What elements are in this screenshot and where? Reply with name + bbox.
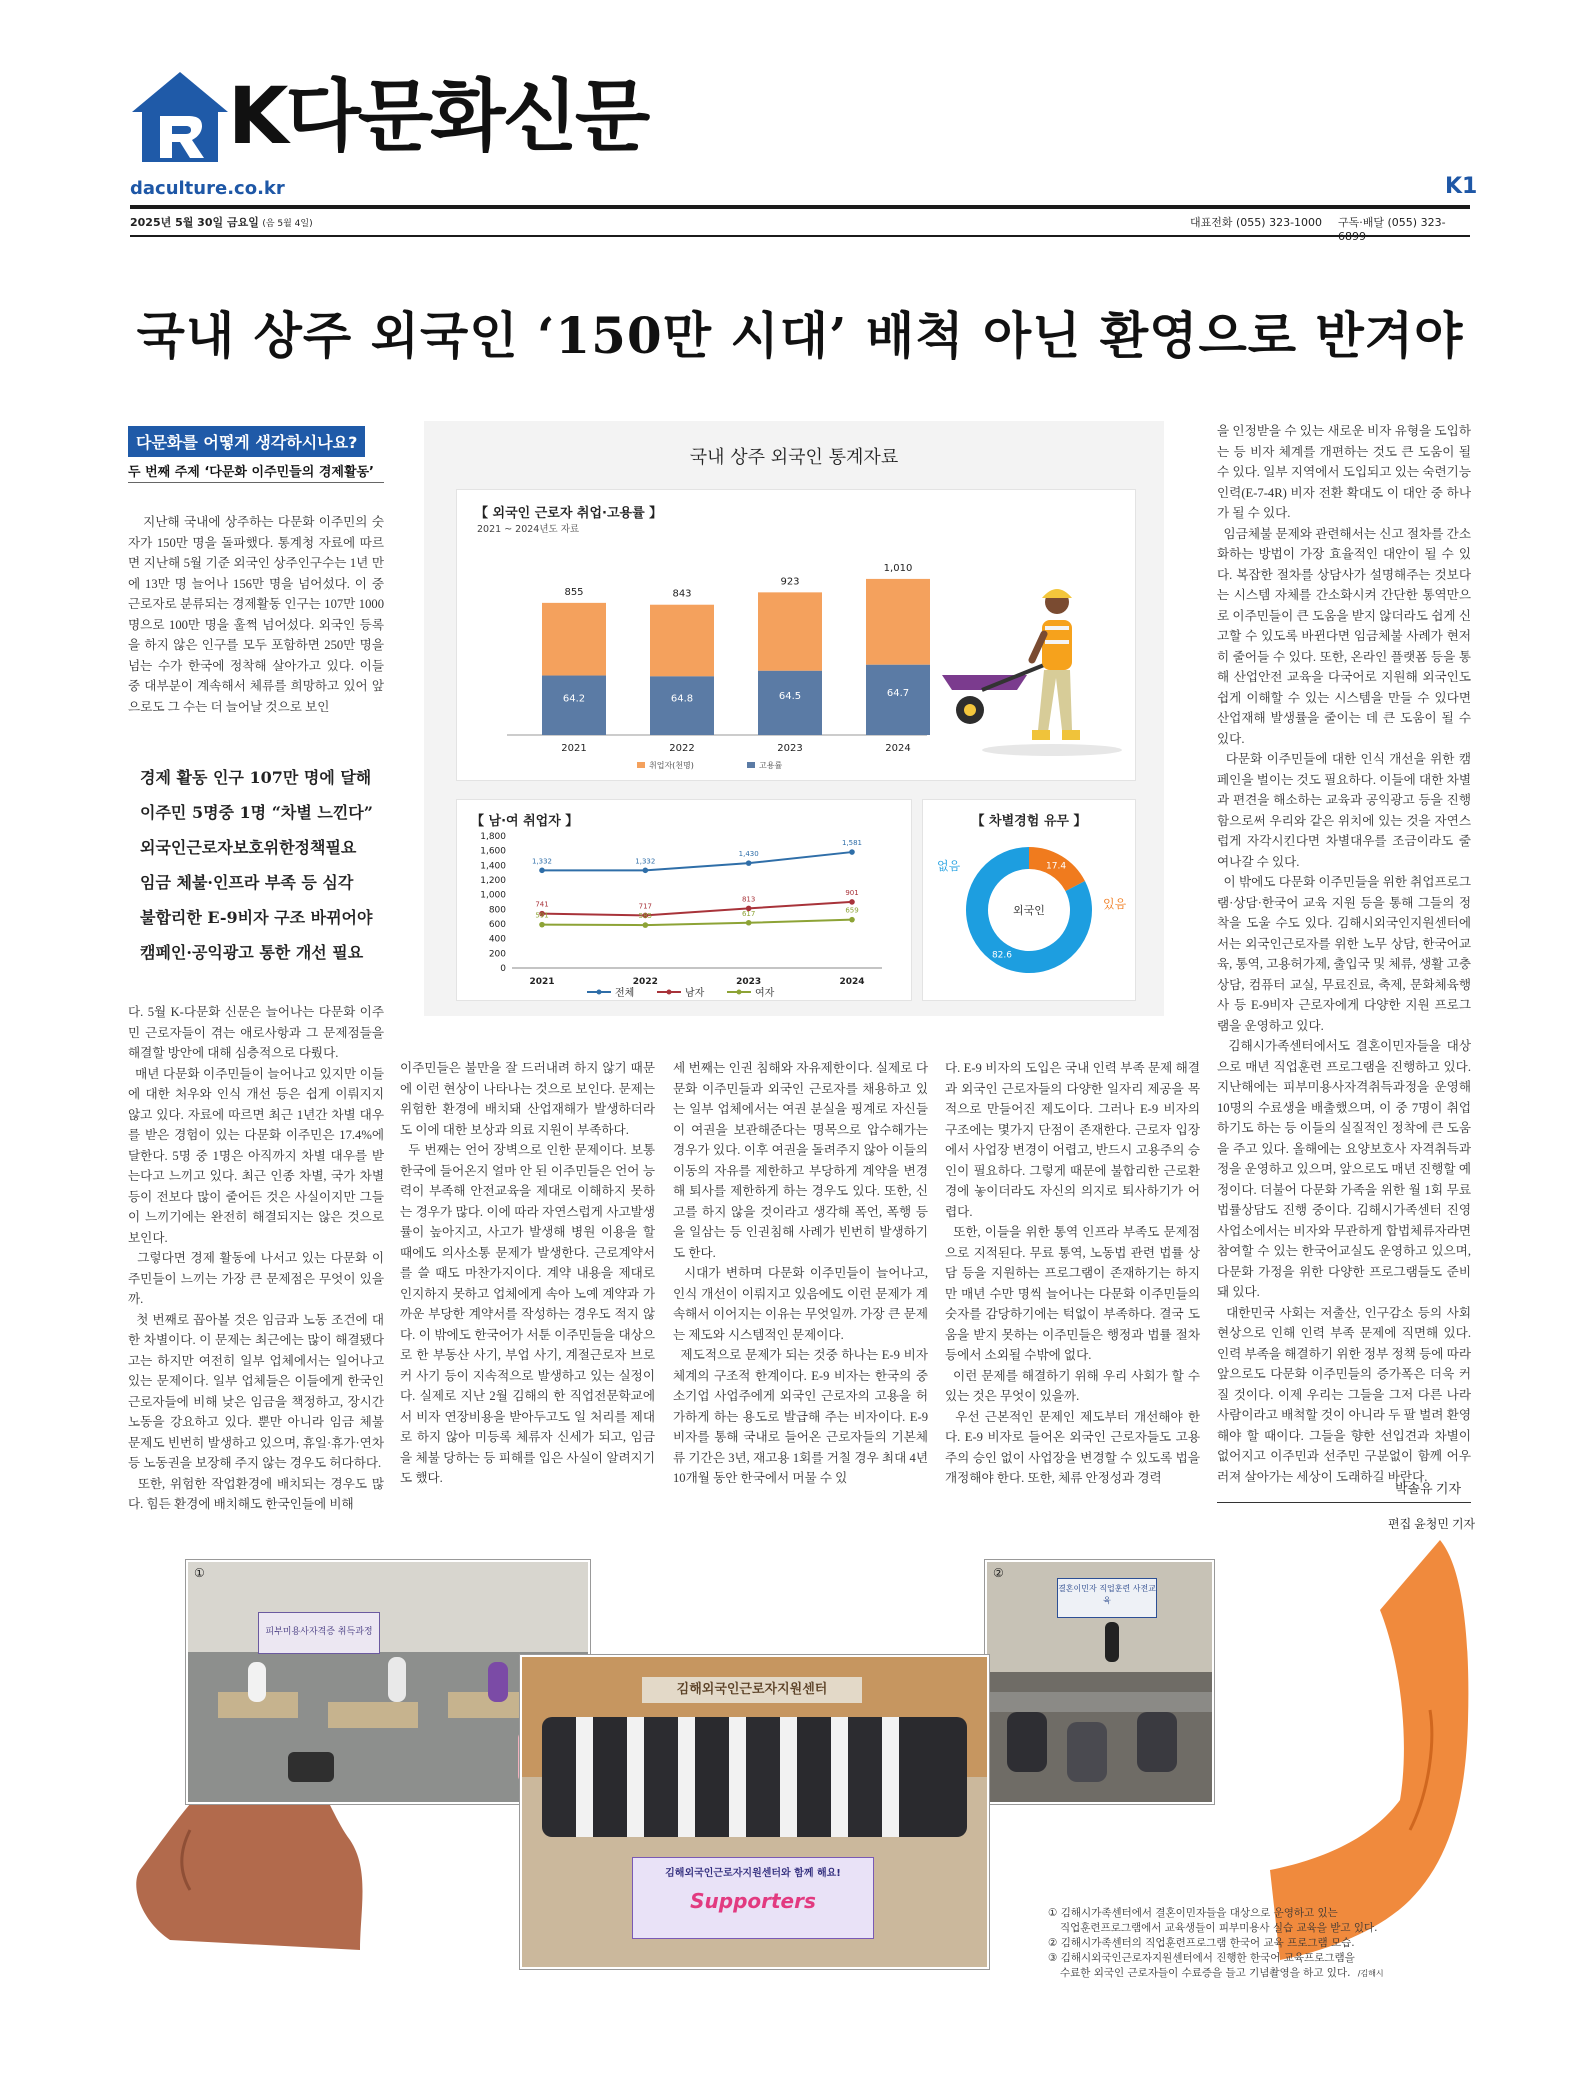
caption-line: ② 김해시가족센터의 직업훈련프로그램 한국어 교육 프로그램 모습.	[1048, 1937, 1355, 1949]
bar-employed	[650, 605, 714, 677]
x-tick-label: 2023	[736, 977, 762, 987]
masthead-name: K다문화신문	[228, 72, 648, 162]
data-label: 591	[535, 911, 549, 920]
photo-credit: /김해시	[1357, 1969, 1384, 1978]
data-label: 585	[638, 912, 653, 921]
legend-label: 남자	[685, 988, 705, 999]
legend-label: 여자	[755, 988, 775, 999]
lead-paragraph: 지난해 국내에 상주하는 다문화 이주민의 숫자가 150만 명을 돌파했다. 통계청 자료에 따르면 지난해 5월 기준 외국인 상주인구수는 1년 만에 13만 명 늘어나 156만 명을 넘어섰다. 이 중 근로자로 분류되는 경제활동 인구는 107만 1000명으로 100만 명을 훌쩍 넘어섰다. 외국인 등록을 하지 않은 인구를 모두 포함하면 250만 명을 넘는 수가 한국에 정착해 살아가고 있다. 이들 중 대부분이 계속해서 체류를 희망하고 있어 앞으로도 그 수는 더 늘어날 것으로 보인	[128, 515, 388, 714]
data-label: 923	[780, 576, 800, 588]
y-tick-label: 1,400	[480, 861, 506, 872]
section-tag: 다문화를 어떻게 생각하시나요?	[128, 426, 365, 457]
tick-label: 2024	[885, 743, 911, 754]
banner-text: 결혼이민자 직업훈련 사전교육	[1058, 1584, 1156, 1605]
line-chart-card	[456, 799, 912, 1001]
pull-quotes	[140, 760, 380, 970]
data-label: 741	[535, 900, 549, 909]
bar-employed	[542, 603, 606, 676]
data-label: 64.8	[670, 693, 694, 705]
bar-employed	[758, 592, 822, 670]
data-label: 64.2	[562, 693, 586, 705]
lunar-date: (음 5월 4일)	[262, 219, 313, 229]
donut-chart-title: 【 차별경험 유무 】	[971, 814, 1087, 829]
series-line-전체	[542, 852, 852, 870]
delivery-phone: 구독·배달 (055) 323-	[1338, 216, 1446, 229]
byline: 박솔유 기자	[1395, 1481, 1462, 1496]
bar-employed	[866, 579, 930, 665]
tick-label: 2023	[777, 743, 803, 754]
line-chart	[457, 800, 911, 1000]
caption-line: 직업훈련프로그램에서 교육생들이 피부미용사 실습 교육을 받고 있다.	[1060, 1922, 1378, 1934]
photo-korean-class	[985, 1560, 1214, 1804]
bar-employment-rate	[866, 665, 930, 735]
data-point	[746, 920, 752, 926]
data-label: 1,010	[883, 562, 913, 574]
y-tick-label: 600	[488, 920, 506, 930]
slice-name-label: 있음	[1103, 897, 1127, 911]
byline-rule	[1217, 1502, 1471, 1503]
bar-employment-rate	[758, 671, 822, 735]
data-point	[849, 899, 855, 905]
data-point	[849, 849, 855, 855]
sub-theme: 두 번째 주제 ‘다문화 이주민들의 경제활동’	[128, 465, 374, 480]
y-tick-label: 400	[488, 934, 506, 945]
photo-marker: ②	[993, 1566, 1004, 1580]
hall-sign-text: 김해외국인근로자지원센터	[676, 1682, 828, 1697]
data-label: 717	[638, 902, 653, 911]
banner-text: 피부미용사자격증 취득과정	[265, 1627, 373, 1637]
caption-line: ③ 김해시외국인근로자지원센터에서 진행한 한국어 교육프로그램을	[1048, 1952, 1355, 1964]
dateline	[130, 214, 1470, 232]
y-tick-label: 1,000	[480, 890, 506, 901]
data-label: 855	[564, 586, 584, 598]
x-tick-label: 2022	[632, 977, 658, 987]
bar-employment-rate	[542, 676, 606, 735]
legend-label: 취업자(천명)	[649, 761, 694, 770]
photo-marker: ①	[194, 1566, 205, 1580]
tick-label: 2022	[669, 743, 695, 754]
main-phone: 대표전화 (055) 323-1000	[1190, 216, 1323, 229]
supporters-banner	[632, 1857, 874, 1939]
data-label: 659	[845, 906, 859, 915]
bar-employment-rate	[650, 676, 714, 735]
photo-captions	[1048, 1906, 1408, 1981]
infographic-panel	[424, 421, 1164, 1016]
supporters-banner-line: 김해외국인근로자지원센터와 함께 해요!	[665, 1868, 841, 1879]
data-label: 1,430	[738, 850, 759, 859]
x-tick-label: 2021	[529, 977, 555, 987]
banner	[1057, 1578, 1157, 1618]
pull-quote: 불합리한 E-9비자 구조 바뀌어야	[140, 908, 373, 927]
legend-marker	[737, 990, 742, 995]
photo-graduation	[520, 1655, 989, 1969]
legend-swatch	[637, 762, 645, 768]
data-label: 617	[741, 909, 756, 918]
data-point	[849, 917, 855, 923]
legend-marker	[597, 990, 602, 995]
data-point	[643, 922, 649, 928]
donut-chart	[923, 800, 1135, 1000]
data-label: 1,332	[635, 857, 656, 866]
caption-text: 수료한 외국인 근로자들이 수료증을 들고 기념촬영을 하고 있다.	[1060, 1967, 1351, 1979]
data-point	[746, 860, 752, 866]
worker-wheelbarrow-illustration	[932, 560, 1132, 760]
infographic-title: 국내 상주 외국인 통계자료	[689, 447, 899, 468]
bar-chart-title: 【 외국인 근로자 취업·고용률 】	[475, 506, 663, 521]
donut-chart-card	[922, 799, 1136, 1001]
tick-label: 2021	[561, 743, 587, 754]
y-tick-label: 1,800	[480, 832, 506, 842]
article-column-1: 다. 5월 K-다문화 신문은 늘어나는 다문화 이주민 근로자들이 겪는 애로사항과 그 문제점들을 해결할 방안에 대해 심층적으로 다뤘다. 매년 다문화 이주민들이 늘어나고 있지만 이들에 대한 처우와 인식 개선 등은 쉽게 이뤄지지 않고 있다. 자료에 따르면 최근 1년간 차별 대우를 받은 경험이 있는 다문화 이주민은 17.4%에 달한다. 5명 중 1명은 아직까지 차별 대우를 받는다고 느끼고 있다. 최근 인종 차별, 국가 차별 등이 전보다 많이 줄어든 것은 사실이지만 그들이 느끼기에는 완전히 해결되지는 않은 것으로 보인다. 그렇다면 경제 활동에 나서고 있는 다문화 이주민들이 느끼는 가장 큰 문제점은 무엇이 있을까. 첫 번째로 꼽아볼 것은 임금과 노동 조건에 대한 차별이다. 이 문제는 최근에는 많이 해결됐다고는 하지만 여전히 일부 업체에서는 일어나고 있는 문제이다. 일부 업체들은 이들에게 한국인 근로자들에 비해 낮은 임금을 책정하고, 장시간 노동을 강요하고 있다. 뿐만 아니라 임금 체불 문제도 빈번히 발생하고 있으며, 휴일·휴가·연차 등 노동권을 보장해 주지 않는 경우도 허다하다. 또한, 위험한 작업환경에 배치되는 경우도 많다. 힘든 환경에 배치해도 한국인들에 비해	[128, 1005, 385, 1511]
data-point	[539, 868, 545, 874]
donut-center-label: 외국인	[1013, 904, 1045, 917]
issue-date: 2025년 5월 30일 금요일	[130, 216, 259, 229]
banner	[258, 1612, 380, 1654]
legend-marker	[667, 990, 672, 995]
article-column-2: 이주민들은 불만을 잘 드러내려 하지 않기 때문에 이런 현상이 나타나는 것으로 보인다. 문제는 위험한 환경에 배치돼 산업재해가 발생하더라도 이에 대한 보상과 의료 지원이 부족하다. 두 번째는 언어 장벽으로 인한 문제이다. 보통 한국에 들어온지 얼마 안 된 이주민들은 언어 능력이 부족해 안전교육을 제대로 이해하지 못하는 경우가 많다. 이에 따라 자연스럽게 사고발생률이 높아지고, 사고가 발생해 병원 이용을 할 때에도 의사소통 문제가 발생한다. 근로계약서를 쓸 때도 마찬가지이다. 계약 내용을 제대로 인지하지 못하고 업체에게 속아 노예 계약과 가까운 부당한 계약서를 작성하는 경우도 적지 않다. 이 밖에도 한국어가 서툰 이주민들을 대상으로 한 부동산 사기, 부업 사기, 계절근로자 브로커 사기 등이 지속적으로 발생하고 있는 실정이다. 실제로 지난 2월 김해의 한 직업전문학교에서 비자 연장비용을 받아두고도 일 처리를 제대로 하지 않아 미등록 체류자 신세가 되고, 임금을 체불 당하는 등 피해를 입은 사실이 알려지기도 했다.	[400, 1061, 655, 1485]
pull-quote: 이주민 5명중 1명 “차별 느낀다”	[140, 803, 373, 822]
slice-value-label: 17.4	[1046, 861, 1067, 872]
legend-label: 고용률	[759, 761, 783, 770]
y-tick-label: 800	[488, 905, 506, 916]
pull-quote: 외국인근로자보호위한정책필요	[140, 838, 357, 857]
masthead-rule-top	[130, 205, 1470, 209]
slice-value-label: 82.6	[991, 950, 1012, 961]
sub-theme-rule	[128, 482, 384, 483]
website-link[interactable]: daculture.co.kr	[130, 178, 285, 199]
article-column-5: 을 인정받을 수 있는 새로운 비자 유형을 도입하는 등 비자 체계를 개편하는 것도 큰 도움이 될 수 있다. 일부 지역에서 도입되고 있는 숙련기능인력(E-7-4R) 비자 전환 확대도 이 대안 중 하나가 될 수 있다. 임금체불 문제와 관련해서는 신고 절차를 간소화하는 방법이 가장 효율적인 대안이 될 수 있다. 복잡한 절차를 상담사가 설명해주는 것보다는 시스템 자체를 간소화시켜 간단한 통역만으로 이주민들이 큰 도움을 받지 않더라도 쉽게 신고할 수 있도록 바뀐다면 임금체불 사례가 현저히 줄어들 수 있다. 또한, 온라인 플랫폼 등을 통해 산업안전 교육을 다국어로 지원해 외국인도 쉽게 이해할 수 있는 시스템을 만들 수 있다면 산업재해 발생률을 줄이는 데 큰 도움이 될 수 있다. 다문화 이주민들에 대한 인식 개선을 위한 캠페인을 벌이는 것도 필요하다. 이들에 대한 차별과 편견을 해소하는 교육과 공익광고 등을 진행함으로써 우리와 같은 위치에 있는 것을 자연스럽게 자각시킨다면 차별대우를 조금이라도 줄여나갈 수 있다. 이 밖에도 다문화 이주민들을 위한 취업프로그램·상담·한국어 교육 지원 등을 통해 그들의 정착을 도울 수도 있다. 김해시외국인지원센터에서는 외국인근로자를 위한 노무 상담, 한국어교육, 통역, 고용허가제, 출입국 및 체류, 생활 고충상담, 컴퓨터 교실, 무료진료, 축제, 문화체육행사 등 E-9비자 근로자에게 다양한 지원 프로그램을 운영하고 있다. 김해시가족센터에서도 결혼이민자들을 대상으로 매년 직업훈련 프로그램을 진행하고 있다. 지난해에는 피부미용사자격취득과정을 운영해 10명의 수료생을 배출했으며, 이 중 7명이 취업하기도 하는 등 이들의 실질적인 정착에 큰 도움을 주고 있다. 올해에는 요양보호사 자격취득과정을 운영하고 있으며, 앞으로도 매년 진행할 예정이다. 더불어 다문화 가족을 위한 월 1회 무료법률상담도 진행 중이다. 김해시가족센터 진영사업소에서는 비자와 무관하게 합법체류자라면 참여할 수 있는 한국어교실도 운영하고 있으며, 다문화 가정을 위한 다양한 프로그램들도 준비돼 있다. 대한민국 사회는 저출산, 인구감소 등의 사회 현상으로 인해 인력 부족 문제에 직면해 있다. 인력 부족을 해결하기 위한 정부 정책 등에 따라 앞으로도 다문화 이주민들의 증가폭은 더욱 커질 것이다. 이제 우리는 그들을 그저 다른 나라 사람이라고 배척할 것이 아니라 두 팔 벌려 환영해야 할 때이다. 그들을 향한 선입견과 차별이 없어지고 이주민과 선주민 구분없이 함께 어우러져 살아가는 세상이 도래하길 바란다.	[1217, 424, 1472, 1484]
house-logo-icon	[130, 70, 230, 164]
y-tick-label: 1,600	[480, 846, 506, 857]
slice-name-label: 없음	[937, 859, 961, 873]
series-line-여자	[542, 920, 852, 925]
page-number: K1	[1445, 174, 1478, 199]
data-label: 1,581	[841, 839, 863, 848]
x-tick-label: 2024	[839, 977, 865, 987]
hall-sign	[642, 1677, 862, 1703]
data-label: 901	[845, 888, 859, 897]
pull-quote: 캠페인·공익광고 통한 개선 필요	[140, 943, 364, 962]
bar-chart-subtitle: 2021 ~ 2024년도 자료	[477, 524, 580, 535]
caption-line	[1048, 1966, 1408, 1981]
data-point	[643, 868, 649, 874]
article-column-3: 세 번째는 인권 침해와 자유제한이다. 실제로 다문화 이주민들과 외국인 근로자를 채용하고 있는 일부 업체에서는 여권 분실을 핑계로 자신들이 여권을 보관해준다는 명목으로 압수해가는 경우가 있다. 이후 여권을 돌려주지 않아 이들의 이동의 자유를 제한하고 부당하게 계약을 변경해 퇴사를 제한하게 하는 경우도 있다. 또한, 신고를 하지 않을 것이라고 생각해 폭언, 폭행 등을 일삼는 등 인권침해 사례가 빈번히 발생하기도 한다. 시대가 변하며 다문화 이주민들이 늘어나고, 인식 개선이 이뤄지고 있음에도 이런 문제가 계속해서 이어지는 이유는 무엇일까. 가장 큰 문제는 제도와 시스템적인 문제이다. 제도적으로 문제가 되는 것중 하나는 E-9 비자 체계의 구조적 한계이다. E-9 비자는 한국의 중소기업 사업주에게 외국인 근로자의 고용을 허가하게 하는 용도로 발급해 주는 비자이다. E-9 비자를 통해 국내로 들어온 근로자들의 기본체류 기간은 3년, 재고용 1회를 거칠 경우 최대 4년 10개월 동안 한국에서 머물 수 있	[673, 1061, 928, 1485]
masthead-rule-bottom	[130, 235, 1470, 237]
bar-chart-card	[456, 489, 1136, 781]
pull-quote: 경제 활동 인구 107만 명에 달해	[140, 768, 372, 787]
data-point	[539, 922, 545, 928]
y-tick-label: 1,200	[480, 876, 506, 886]
caption-line: ① 김해시가족센터에서 결혼이민자들을 대상으로 운영하고 있는	[1048, 1907, 1338, 1919]
article-column-4: 다. E-9 비자의 도입은 국내 인력 부족 문제 해결과 외국인 근로자들의 다양한 일자리 제공을 목적으로 만들어진 제도이다. 그러나 E-9 비자의 구조에는 몇가지 단점이 존재한다. 근로자 입장에서 사업장 변경이 어렵고, 반드시 고용주의 승인이 필요하다. 그렇게 때문에 불합리한 근로환경에 놓이더라도 자신의 의지로 퇴사하기가 어렵다. 또한, 이들을 위한 통역 인프라 부족도 문제점으로 지적된다. 무료 통역, 노동법 관련 법률 상담 등을 지원하는 프로그램이 존재하기는 하지만 매년 수만 명씩 늘어나는 다문화 이주민들의 숫자를 감당하기에는 턱없이 부족하다. 결국 도움을 받지 못하는 이주민들은 행정과 법률 절차 등에서 소외될 수밖에 없다. 이런 문제를 해결하기 위해 우리 사회가 할 수 있는 것은 무엇이 있을까. 우선 근본적인 문제인 제도부터 개선해야 한다. E-9 비자로 들어온 외국인 근로자들도 고용주의 승인 없이 사업장을 변경할 수 있도록 법을 개정해야 한다. 또한, 체류 안정성과 경력	[945, 1061, 1201, 1485]
pull-quote: 임금 체불·인프라 부족 등 심각	[140, 873, 354, 892]
series-line-남자	[542, 902, 852, 915]
y-tick-label: 200	[488, 949, 506, 960]
editor-credit: 편집 윤청민 기자	[1388, 1517, 1476, 1531]
legend-swatch	[747, 762, 755, 768]
data-label: 813	[741, 895, 756, 904]
data-label: 843	[672, 588, 692, 600]
data-label: 1,332	[531, 857, 553, 866]
y-tick-label: 0	[500, 964, 506, 974]
headline: 국내 상주 외국인 ‘150만 시대’ 배척 아닌 환영으로 반겨야	[136, 306, 1464, 365]
line-chart-title: 【 남·여 취업자 】	[471, 814, 579, 829]
data-label: 64.5	[778, 690, 802, 702]
legend-label: 전체	[615, 988, 635, 999]
supporters-banner-word: Supporters	[690, 1889, 816, 1913]
data-label: 64.7	[886, 687, 910, 699]
